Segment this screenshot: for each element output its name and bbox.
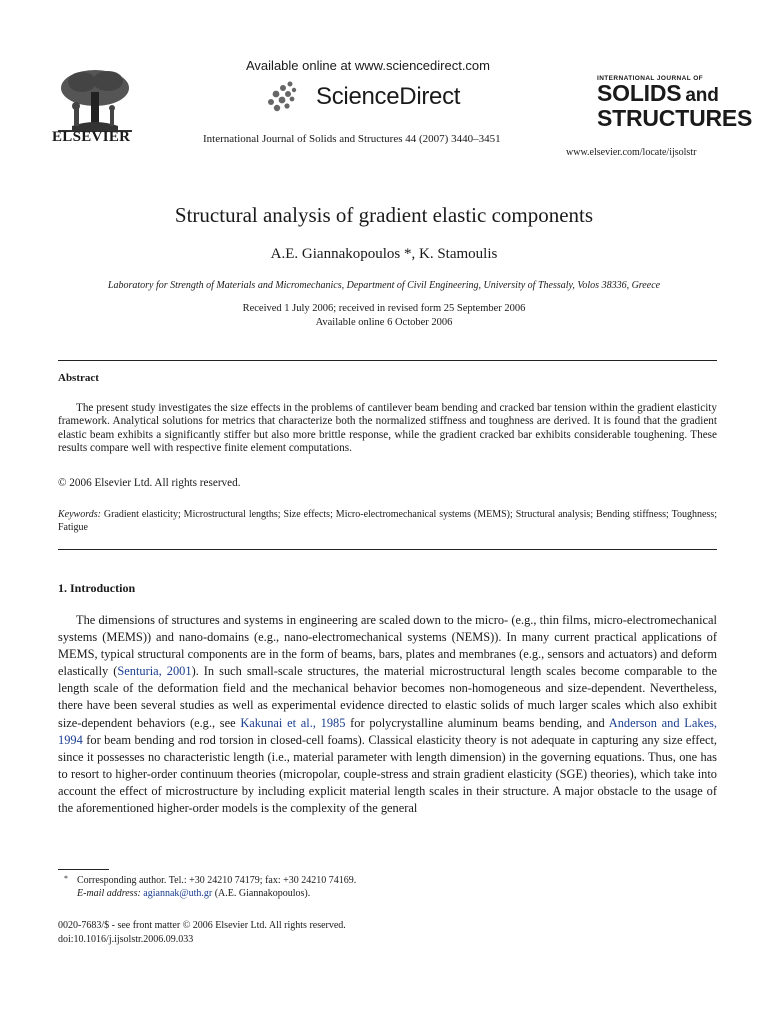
article-dates (0, 302, 768, 330)
front-matter (58, 919, 346, 946)
received-date: Received 1 July 2006; received in revised form 25 September 2006 (242, 303, 526, 314)
abstract-body: The present study investigates the size effects in the problems of cantilever beam bending and cracked bar tension within the gradient elasticity framework. Analytical solutions for metrics that characterize both the normalized stiffness and toughness are derived. It is found that the gradient elastic beam exhibits a significantly stiffer but also more brittle response, while the gradient cracked bar exhibits considerable toughening. These results compare well with respective finite element computations. (58, 402, 717, 455)
article-authors: A.E. Giannakopoulos *, K. Stamoulis (270, 246, 498, 262)
issn-line: 0020-7683/$ - see front matter © 2006 Elsevier Ltd. All rights reserved. (58, 920, 346, 931)
section-heading-introduction: 1. Introduction (58, 581, 136, 595)
footnote-rule (58, 869, 109, 870)
abstract-bottom-rule (58, 549, 717, 550)
footnote-line1: Corresponding author. Tel.: +30 24210 74179; fax: +30 24210 74169. (77, 875, 357, 886)
footnote-email-line: E-mail address: agiannak@uth.gr (A.E. Giannakopoulos). (77, 888, 311, 899)
keywords-text: Gradient elasticity; Microstructural lengths; Size effects; Micro-electromechanical systems (MEMS); Structural analysis; Bending stiffness; Toughness; Fatigue (58, 509, 717, 533)
available-date: Available online 6 October 2006 (315, 317, 453, 328)
journal-logo (597, 75, 753, 131)
journal-logo-line1: SOLIDS and (597, 80, 719, 106)
doi-line[interactable]: doi:10.1016/j.ijsolstr.2006.09.033 (58, 933, 194, 945)
abstract-heading: Abstract (58, 372, 99, 384)
available-online-text[interactable]: Available online at www.sciencedirect.com (246, 58, 490, 73)
keywords-label: Keywords: (58, 509, 101, 520)
journal-logo-top: INTERNATIONAL JOURNAL OF (597, 75, 704, 82)
abstract-top-rule (58, 360, 717, 361)
abstract-copyright: © 2006 Elsevier Ltd. All rights reserved. (58, 477, 241, 489)
sciencedirect-dots-icon (266, 80, 298, 114)
author-affiliation: Laboratory for Strength of Materials and Micromechanics, Department of Civil Engineering, University of Thessaly, Volos 38336, Greece (107, 280, 661, 291)
ref-senturia[interactable]: Senturia, 2001 (117, 664, 192, 679)
ref-anderson-lakes[interactable]: Anderson and Lakes, 1994 (58, 715, 717, 747)
introduction-paragraph: The dimensions of structures and systems in engineering are scaled down to the micro- (e.g., thin films, micro-electromechanical systems (MEMS)) and nano-domains (e.g., nano-electromechanical systems (NEMS)). In many current practical applications of MEMS, typical structural components are in the form of beams, bars, plates and membranes (e.g., sensors and actuators) and deform elastically (Senturia, 2001). In such small-scale structures, the material microstructural length scales become comparable to the length scale of the deformation field and the mechanical behavior becomes non-homogeneous and size-dependent. Nevertheless, there have been several studies as well as experimental evidence directed to elastic solids of much larger scales which also exhibit size-dependent behaviors (e.g., see Kakunai et al., 1985 for polycrystalline aluminum beams bending, and Anderson and Lakes, 1994 for beam bending and rod torsion in closed-cell foams). Classical elasticity theory is not adequate in capturing any size effect, since it possesses no characteristic length (i.e., material parameter with length dimension) in the governing equations. Thus, one has to resort to higher-order continuum theories (micropolar, couple-stress and strain gradient elasticity (SGE) theories), which take into account the effect of microstructure by including explicit material length scales in their structure. A major obstacle to the usage of the aforementioned higher-order models is the complexity of the general (58, 613, 717, 816)
journal-logo-line2: STRUCTURES (597, 105, 753, 131)
publisher-name: ELSEVIER (52, 129, 131, 145)
article-title: Structural analysis of gradient elastic components (174, 203, 594, 227)
journal-url[interactable]: www.elsevier.com/locate/ijsolstr (566, 147, 697, 158)
footnote (58, 874, 356, 900)
keywords (58, 508, 717, 534)
sciencedirect-wordmark: ScienceDirect (316, 83, 461, 110)
email-link[interactable]: agiannak@uth.gr (143, 888, 213, 899)
ref-kakunai[interactable]: Kakunai et al., 1985 (240, 715, 346, 730)
footnote-star: * (64, 874, 68, 883)
journal-citation: International Journal of Solids and Structures 44 (2007) 3440–3451 (203, 133, 501, 145)
